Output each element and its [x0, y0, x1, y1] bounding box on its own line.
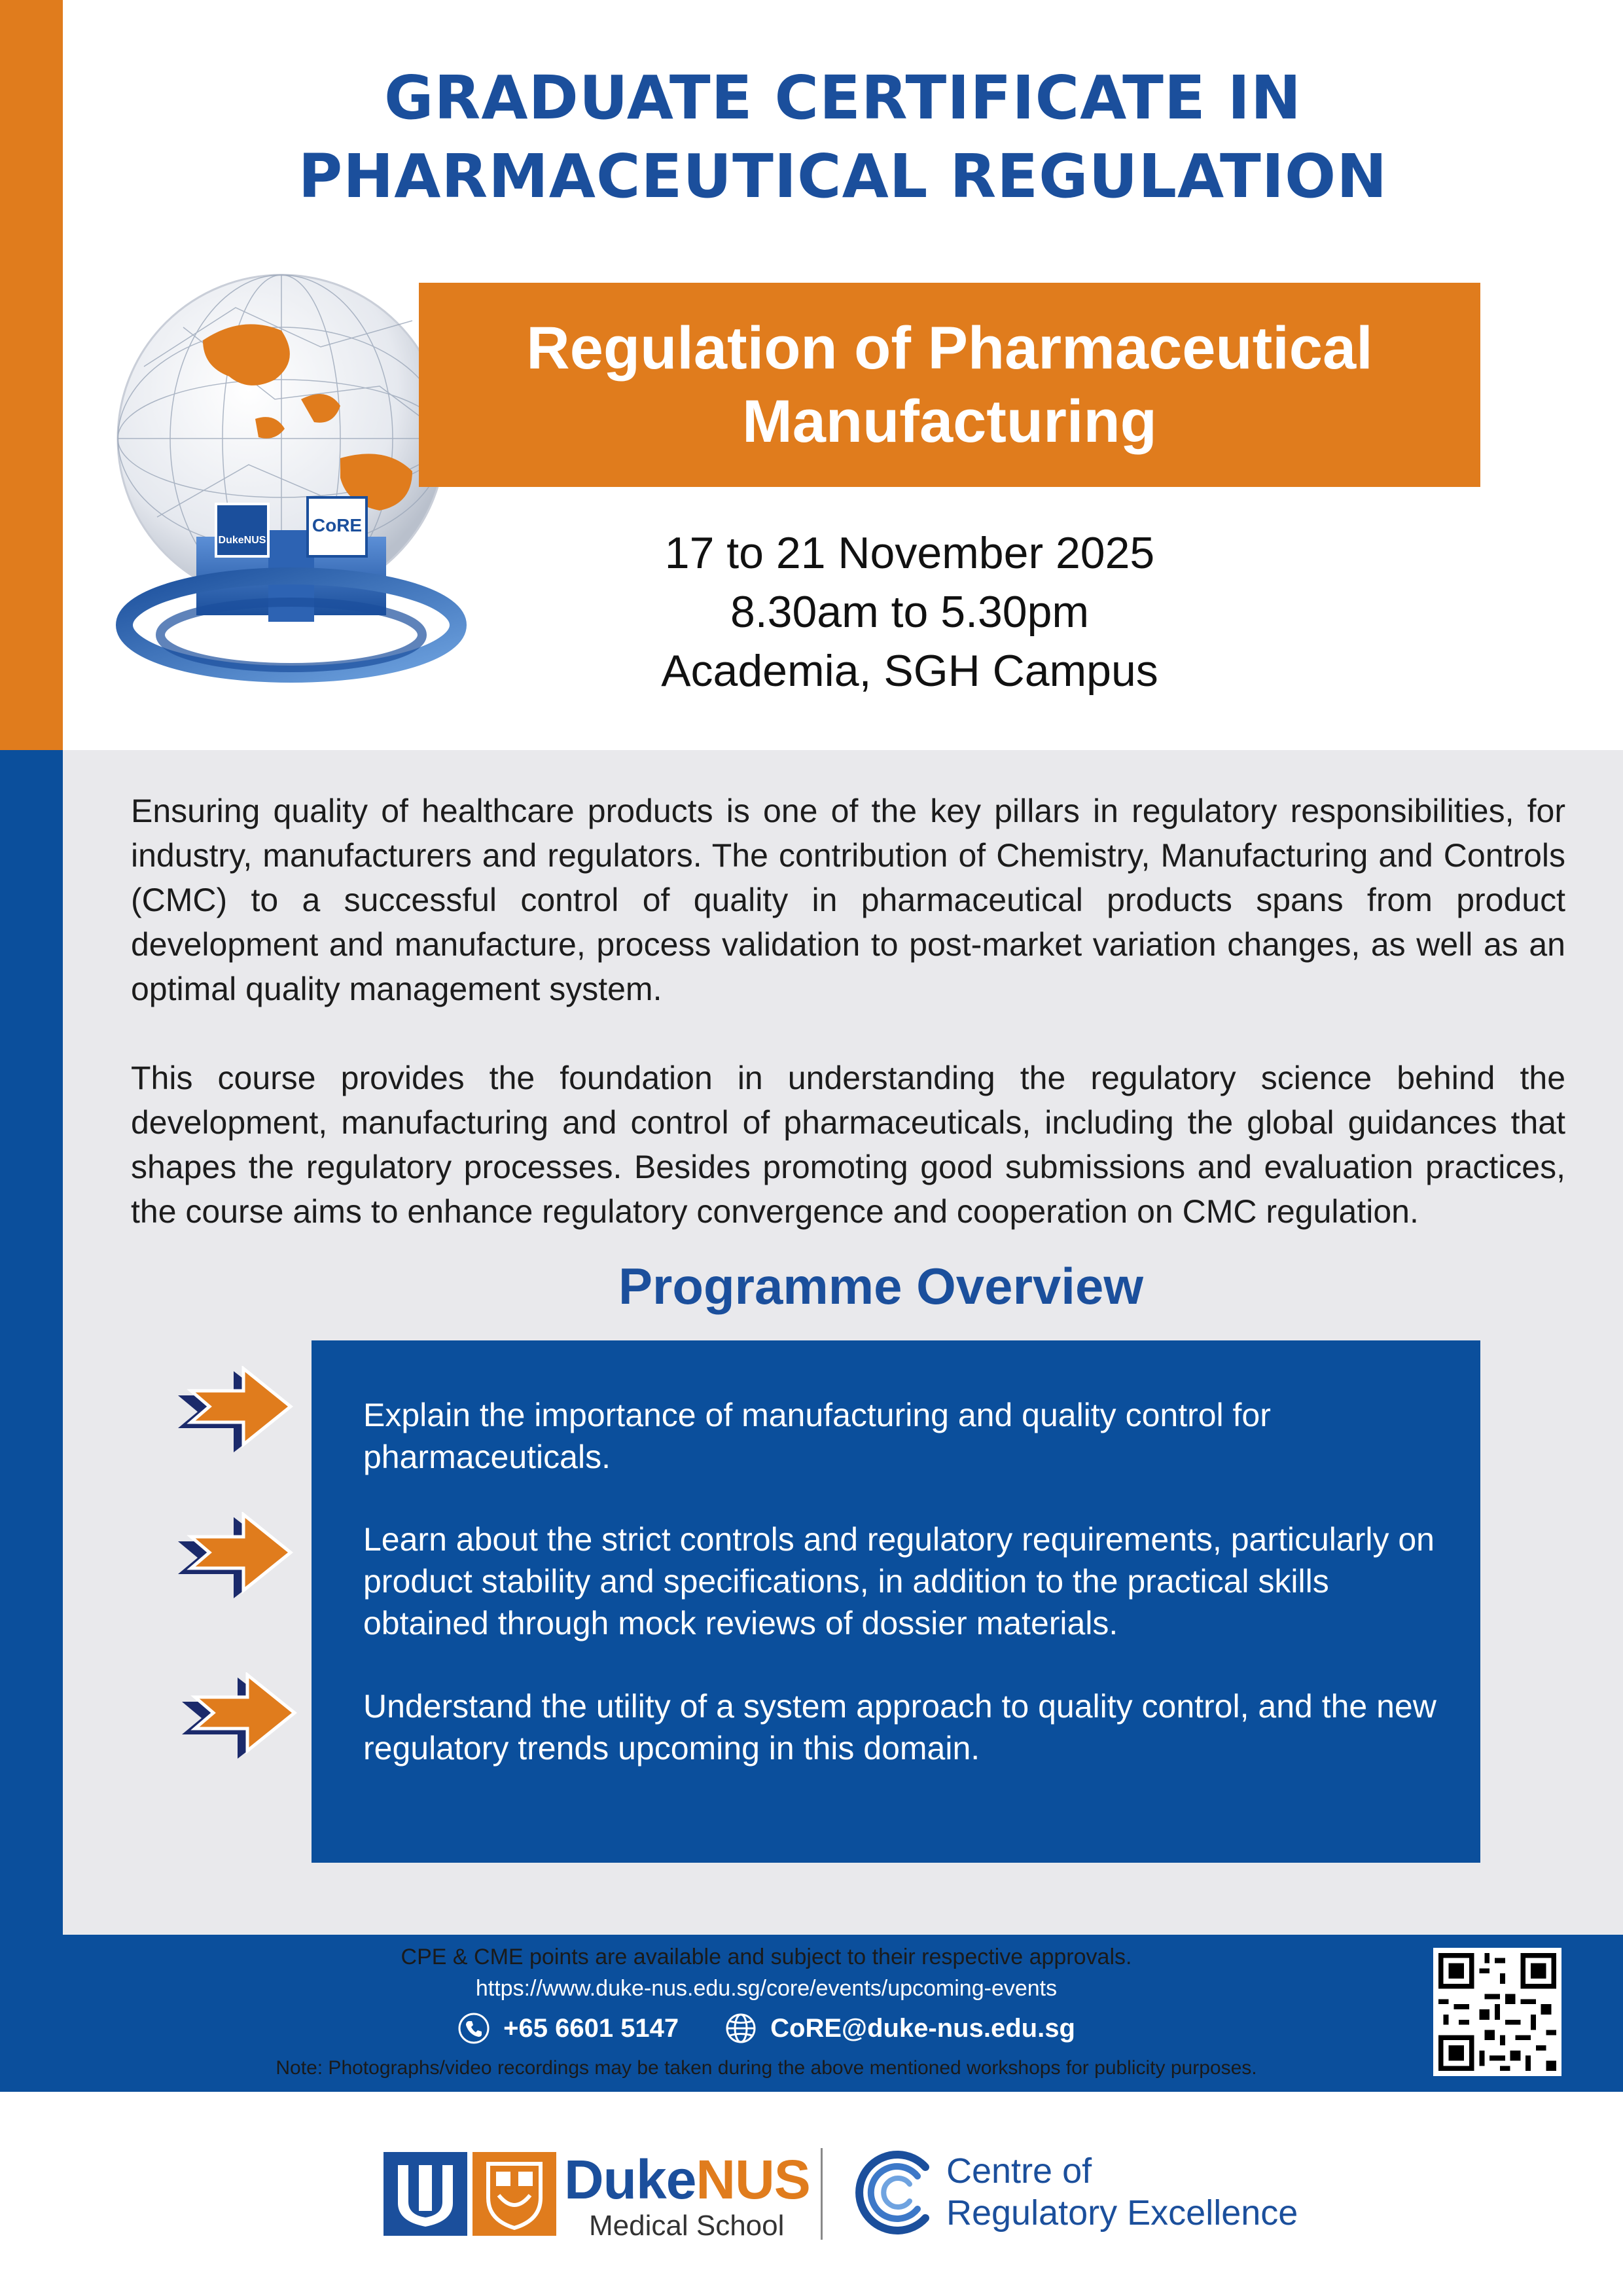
logo-strip — [0, 2092, 1623, 2296]
logo-divider — [821, 2148, 823, 2240]
core-line-2: Regulatory Excellence — [946, 2193, 1298, 2233]
events-url-link[interactable]: https://www.duke-nus.edu.sg/core/events/upcoming-events — [475, 1976, 1058, 2001]
arrow-right-icon — [175, 1672, 300, 1764]
page-title — [63, 59, 1623, 216]
course-title-line-2: Manufacturing — [742, 388, 1157, 455]
description-paragraph-1: Ensuring quality of healthcare products is one of the key pillars in regulatory responsibilities, for industry, manufacturers and regulators. The contribution of Chemistry, Manufacturing and Controls (CMC) to a successful control of quality in pharmaceutical products spans from product development and manufacture, process validation to post-market variation changes, as well as an optimal quality management system. — [131, 793, 1565, 1007]
globe-illustration — [105, 268, 471, 700]
overview-heading: Programme Overview — [618, 1257, 1144, 1315]
overview-item: Learn about the strict controls and regulatory requirements, particularly on product stability and specifications, in addition to the practical skills obtained through mock reviews of dossier materials. — [363, 1521, 1435, 1641]
qr-code[interactable] — [1433, 1948, 1561, 2076]
arrow-right-icon — [171, 1512, 296, 1604]
email-address: CoRE@duke-nus.edu.sg — [770, 2013, 1075, 2043]
event-details — [576, 524, 1243, 700]
duke-shield-icon — [383, 2152, 467, 2236]
title-line-2: PHARMACEUTICAL REGULATION — [298, 141, 1388, 211]
course-description — [131, 789, 1565, 1278]
globe-badge-dukenus: DukeNUS — [218, 535, 266, 546]
title-line-1: GRADUATE CERTIFICATE IN — [383, 63, 1302, 133]
contact-row — [63, 2007, 1470, 2050]
core-line-1: Centre of — [946, 2151, 1092, 2191]
core-logo-icon — [848, 2144, 946, 2242]
overview-item: Understand the utility of a system approach to quality control, and the new regulatory trends upcoming in this domain. — [363, 1688, 1436, 1767]
description-paragraph-2: This course provides the foundation in understanding the regulatory science behind the development, manufacturing and control of pharmaceuticals, including the global guidances that shapes the regulatory processes. Besides promoting good submissions and evaluation practices, the course aims to enhance regulatory convergence and cooperation on CMC regulation. — [131, 1060, 1565, 1230]
event-dates: 17 to 21 November 2025 — [664, 528, 1155, 578]
overview-item: Explain the importance of manufacturing and quality control for pharmaceuticals. — [363, 1397, 1271, 1475]
phone-number: +65 6601 5147 — [503, 2013, 679, 2043]
phone-contact[interactable] — [457, 2012, 679, 2045]
nus-crest-icon — [473, 2152, 556, 2236]
event-time: 8.30am to 5.30pm — [730, 587, 1090, 637]
globe-badge-core: CoRE — [312, 515, 363, 535]
medical-school-label: Medical School — [589, 2210, 785, 2242]
photo-disclaimer: Note: Photographs/video recordings may be taken during the above mentioned workshops for publicity purposes. — [276, 2057, 1257, 2079]
dukenus-wordmark: DukeNUS — [564, 2149, 810, 2210]
core-wordmark — [946, 2150, 1298, 2234]
arrow-right-icon — [171, 1366, 296, 1458]
left-accent-bar-orange — [0, 0, 63, 750]
event-venue: Academia, SGH Campus — [661, 646, 1158, 696]
course-title-banner — [419, 283, 1480, 487]
left-accent-bar-blue — [0, 750, 63, 2296]
course-title-line-1: Regulation of Pharmaceutical — [526, 315, 1373, 382]
phone-icon — [457, 2012, 490, 2045]
email-contact[interactable] — [724, 2012, 1075, 2045]
cpe-cme-note: CPE & CME points are available and subject to their respective approvals. — [401, 1945, 1132, 1969]
globe-icon — [724, 2012, 757, 2045]
